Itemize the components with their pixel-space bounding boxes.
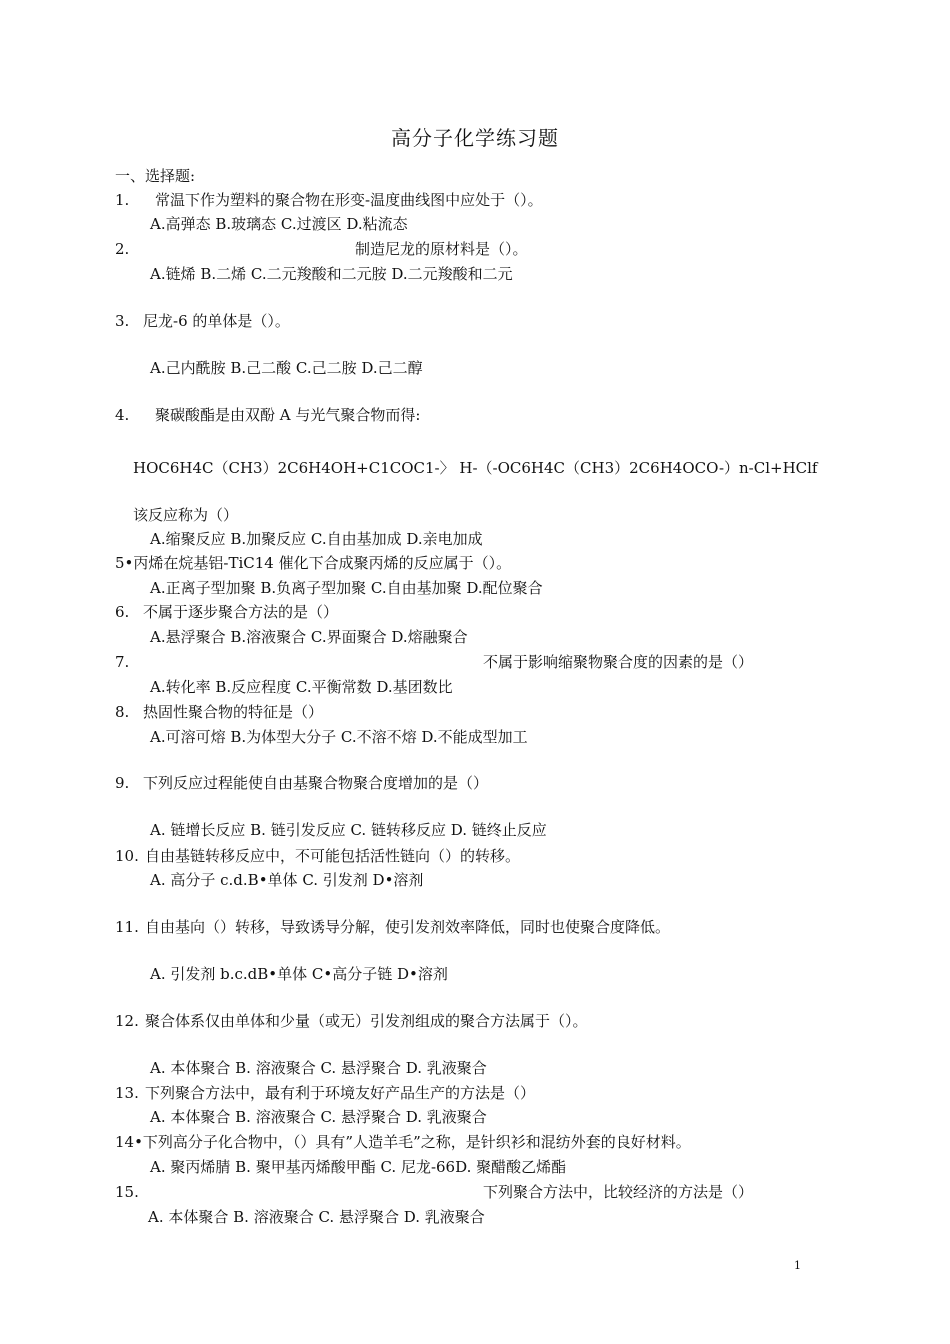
question-14: 14•下列高分子化合物中，（）具有”人造羊毛”之称，是针织衫和混纺外套的良好材料。 bbox=[115, 1133, 691, 1151]
page-title: 高分子化学练习题 bbox=[391, 126, 559, 150]
question-11 bbox=[115, 917, 670, 937]
question-2-number: 2. bbox=[115, 240, 130, 258]
question-number: 6. bbox=[115, 603, 130, 621]
question-6 bbox=[115, 602, 338, 622]
question-2-text: 制造尼龙的原材料是（）。 bbox=[355, 240, 528, 258]
question-9 bbox=[115, 773, 488, 793]
question-number: 12. bbox=[115, 1012, 139, 1030]
question-15-number: 15. bbox=[115, 1183, 139, 1201]
question-text: 尼龙-6 的单体是（）。 bbox=[143, 312, 290, 330]
question-text: 下列反应过程能使自由基聚合物聚合度增加的是（） bbox=[143, 774, 489, 792]
question-11-options: A. 引发剂 b.c.dB•单体 C•高分子链 D•溶剂 bbox=[150, 965, 448, 983]
question-text: 自由基链转移反应中，不可能包括活性链向（）的转移。 bbox=[145, 847, 521, 865]
question-14-options: A. 聚丙烯腈 B. 聚甲基丙烯酸甲酯 C. 尼龙-66D. 聚醋酸乙烯酯 bbox=[150, 1158, 567, 1176]
question-number: 4. bbox=[115, 406, 130, 424]
question-4 bbox=[115, 405, 420, 425]
section-heading: 一、选择题: bbox=[115, 167, 196, 185]
question-2-options: A.链烯 B.二烯 C.二元羧酸和二元胺 D.二元羧酸和二元 bbox=[150, 265, 513, 283]
question-text: 聚合体系仅由单体和少量（或无）引发剂组成的聚合方法属于（）。 bbox=[145, 1012, 588, 1030]
question-1 bbox=[115, 190, 543, 210]
question-3-options: A.己内酰胺 B.己二酸 C.己二胺 D.己二醇 bbox=[150, 359, 423, 377]
question-number: 13. bbox=[115, 1084, 139, 1102]
question-9-options: A. 链增长反应 B. 链引发反应 C. 链转移反应 D. 链终止反应 bbox=[150, 821, 547, 839]
question-text: 下列聚合方法中，最有利于环境友好产品生产的方法是（） bbox=[145, 1084, 536, 1102]
question-4-text-2: 该反应称为（） bbox=[133, 506, 239, 524]
question-number: 9. bbox=[115, 774, 130, 792]
question-8-options: A.可溶可熔 B.为体型大分子 C.不溶不熔 D.不能成型加工 bbox=[150, 728, 528, 746]
question-8 bbox=[115, 702, 323, 722]
question-text: 聚碳酸酯是由双酚 A 与光气聚合物而得: bbox=[155, 406, 421, 424]
question-5-options: A.正离子型加聚 B.负离子型加聚 C.自由基加聚 D.配位聚合 bbox=[150, 579, 543, 597]
question-3 bbox=[115, 311, 290, 331]
page-number: 1 bbox=[794, 1259, 801, 1272]
question-4-options: A.缩聚反应 B.加聚反应 C.自由基加成 D.亲电加成 bbox=[150, 530, 483, 548]
question-15-text: 下列聚合方法中，比较经济的方法是（） bbox=[483, 1183, 754, 1201]
question-7-number: 7. bbox=[115, 653, 130, 671]
question-10-options: A. 高分子 c.d.B•单体 C. 引发剂 D•溶剂 bbox=[150, 871, 424, 889]
question-number: 8. bbox=[115, 703, 130, 721]
question-number: 1. bbox=[115, 191, 130, 209]
question-13 bbox=[115, 1083, 535, 1103]
question-10 bbox=[115, 846, 520, 866]
question-7-text: 不属于影响缩聚物聚合度的因素的是（） bbox=[483, 653, 754, 671]
question-4-formula: HOC6H4C（CH3）2C6H4OH+C1COC1-〉 H-（-OC6H4C（CH3）2C6H4OCO-）n-Cl+HClf bbox=[133, 459, 818, 477]
question-text: 自由基向（）转移，导致诱导分解，使引发剂效率降低，同时也使聚合度降低。 bbox=[145, 918, 671, 936]
question-13-options: A. 本体聚合 B. 溶液聚合 C. 悬浮聚合 D. 乳液聚合 bbox=[150, 1108, 487, 1126]
question-number: 3. bbox=[115, 312, 130, 330]
question-number: 11. bbox=[115, 918, 139, 936]
question-text: 不属于逐步聚合方法的是（） bbox=[143, 603, 339, 621]
question-6-options: A.悬浮聚合 B.溶液聚合 C.界面聚合 D.熔融聚合 bbox=[150, 628, 468, 646]
question-5: 5•丙烯在烷基铝-TiC14 催化下合成聚丙烯的反应属于（）。 bbox=[115, 554, 512, 572]
question-12 bbox=[115, 1011, 588, 1031]
question-text: 热固性聚合物的特征是（） bbox=[143, 703, 324, 721]
question-1-options: A.高弹态 B.玻璃态 C.过渡区 D.粘流态 bbox=[150, 215, 408, 233]
question-12-options: A. 本体聚合 B. 溶液聚合 C. 悬浮聚合 D. 乳液聚合 bbox=[150, 1059, 487, 1077]
question-number: 10. bbox=[115, 847, 139, 865]
question-15-options: A. 本体聚合 B. 溶液聚合 C. 悬浮聚合 D. 乳液聚合 bbox=[148, 1208, 485, 1226]
question-text: 常温下作为塑料的聚合物在形变-温度曲线图中应处于（）。 bbox=[155, 191, 543, 209]
question-7-options: A.转化率 B.反应程度 C.平衡常数 D.基团数比 bbox=[150, 678, 453, 696]
